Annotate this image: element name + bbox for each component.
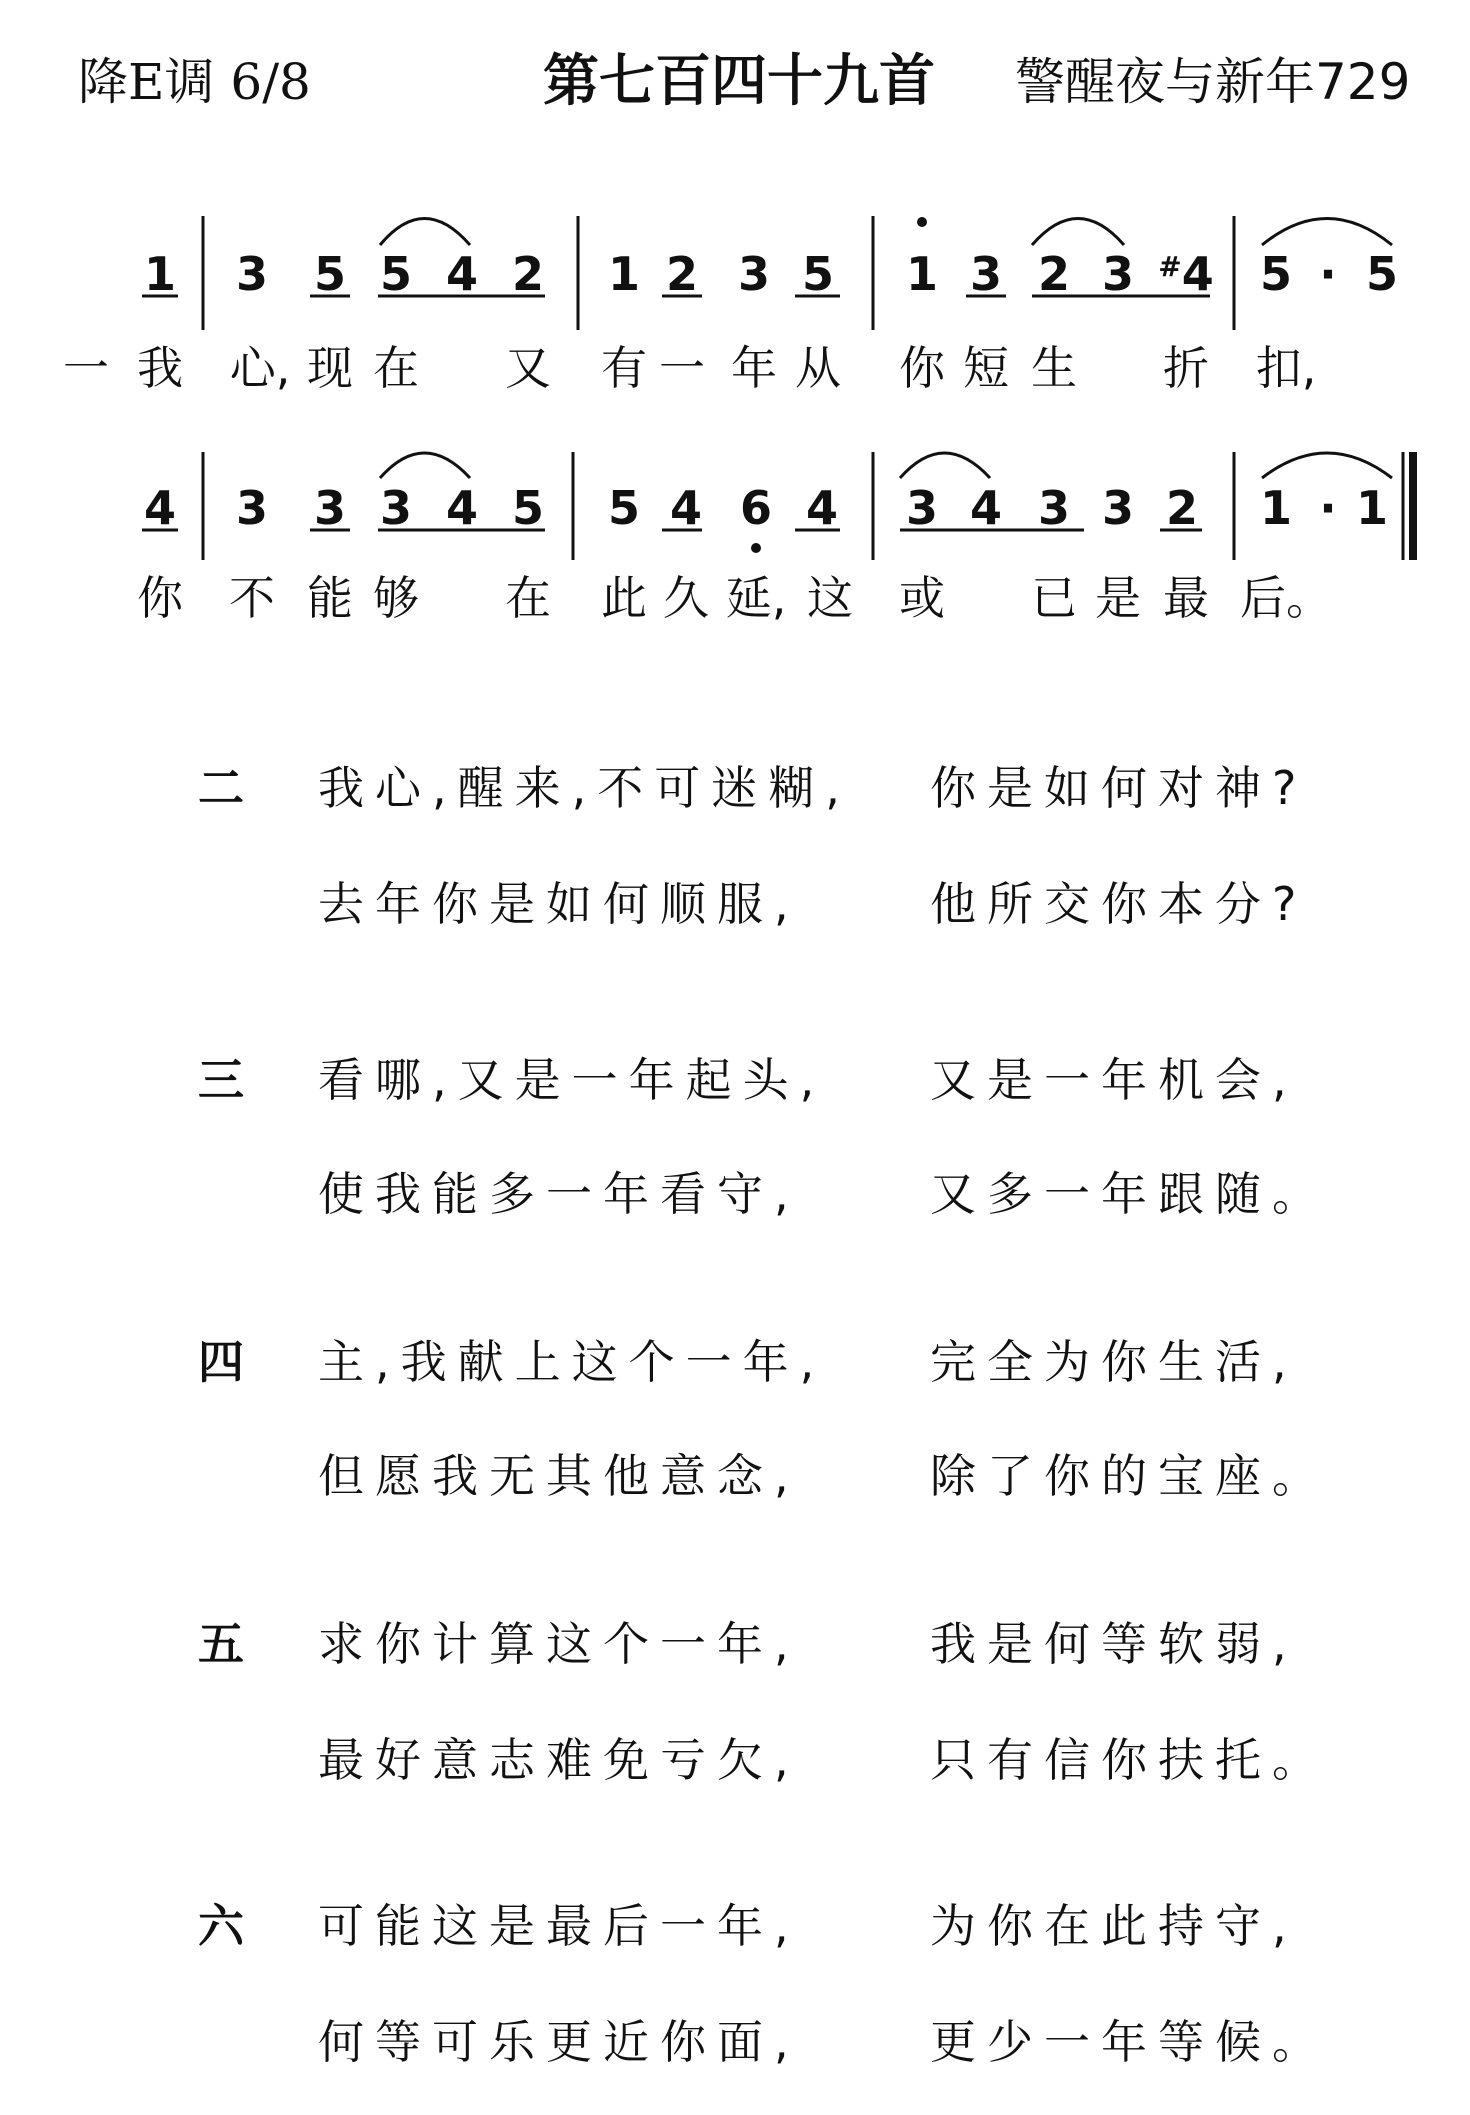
lyric: 够: [373, 571, 419, 625]
lyric: 不: [229, 571, 275, 625]
stanza-line: 完全为你生活,: [930, 1335, 1298, 1389]
note: 4: [969, 481, 1003, 535]
note: 3: [1101, 247, 1135, 301]
lyric: 折: [1163, 341, 1209, 395]
stanza-line: 我是何等软弱,: [930, 1617, 1298, 1671]
note: 3: [969, 247, 1003, 301]
note: 3: [235, 481, 269, 535]
stanza-line: 求你计算这个一年,: [318, 1617, 800, 1671]
note: 4: [143, 481, 177, 535]
stanza-line: 又多一年跟随。: [930, 1167, 1329, 1221]
stanza-line: 为你在此持守,: [930, 1899, 1298, 1953]
note: 3: [905, 481, 939, 535]
lyric: 后。: [1240, 571, 1332, 625]
stanza-line: 何等可乐更近你面,: [318, 2015, 800, 2069]
stanza-line: 他所交你本分?: [930, 877, 1308, 931]
note: 5: [1259, 247, 1293, 301]
lyric: 我: [137, 341, 183, 395]
lyric: 在: [505, 571, 551, 625]
stanza-number: 四: [198, 1335, 244, 1389]
note: 1: [905, 247, 939, 301]
note: 2: [1037, 247, 1071, 301]
music-score: [0, 0, 1470, 640]
lyric: 能: [307, 571, 353, 625]
note: 4: [445, 247, 479, 301]
lyric: 最: [1163, 571, 1209, 625]
lyric: 在: [373, 341, 419, 395]
stanza-line: 看哪,又是一年起头,: [318, 1053, 826, 1107]
note: 2: [511, 247, 545, 301]
note: 2: [665, 247, 699, 301]
hymn-title: 第七百四十九首: [543, 49, 935, 114]
lyric: 从: [795, 341, 841, 395]
note: 1: [143, 247, 177, 301]
stanza-number: 五: [198, 1617, 244, 1671]
lyric: 延,: [725, 571, 787, 625]
note: 4: [445, 481, 479, 535]
note-sharp: #4: [1158, 247, 1214, 301]
lyric: 扣,: [1255, 341, 1317, 395]
note: 2: [1165, 481, 1199, 535]
lyric: 久: [663, 571, 709, 625]
dot-note: ·: [1319, 481, 1337, 535]
stanza-line: 主,我献上这个一年,: [318, 1335, 826, 1389]
lyric: 有: [601, 341, 647, 395]
stanza-line: 你是如何对神?: [930, 761, 1308, 815]
lyric: 心,: [229, 341, 291, 395]
note: 3: [379, 481, 413, 535]
note: 1: [1355, 481, 1389, 535]
key-signature: 降E调 6/8: [78, 53, 311, 111]
stanza-line: 只有信你扶托。: [930, 1733, 1329, 1787]
stanza-line: 又是一年机会,: [930, 1053, 1298, 1107]
note: 4: [805, 481, 839, 535]
note: 5: [1365, 247, 1399, 301]
lyric: 一: [659, 341, 705, 395]
stanza-number: 二: [198, 761, 244, 815]
note: 5: [313, 247, 347, 301]
note: 5: [379, 247, 413, 301]
lyric: 现: [307, 341, 353, 395]
stanza-line: 除了你的宝座。: [930, 1449, 1329, 1503]
note: 3: [235, 247, 269, 301]
lyric: 是: [1095, 571, 1141, 625]
dot-note: ·: [1319, 247, 1337, 301]
note: 5: [511, 481, 545, 535]
note: 5: [607, 481, 641, 535]
lyric: 这: [807, 571, 853, 625]
lyric: 又: [505, 341, 551, 395]
stanza-line: 使我能多一年看守,: [318, 1167, 800, 1221]
stanza-line: 更少一年等候。: [930, 2015, 1329, 2069]
stanza-line: 我心,醒来,不可迷糊,: [318, 761, 851, 815]
note: 6: [739, 481, 773, 535]
lyric: 你: [899, 341, 945, 395]
note: 3: [1037, 481, 1071, 535]
lyric: 或: [899, 571, 945, 625]
note: 3: [313, 481, 347, 535]
note: 3: [737, 247, 771, 301]
stanza-line: 最好意志难免亏欠,: [318, 1733, 800, 1787]
note: 4: [669, 481, 703, 535]
hymn-subtitle: 警醒夜与新年729: [1015, 53, 1411, 111]
note: 1: [1259, 481, 1293, 535]
stanza-line: 但愿我无其他意念,: [318, 1449, 800, 1503]
verse-number: 一: [63, 341, 109, 395]
note: 3: [1101, 481, 1135, 535]
lyric: 年: [731, 341, 777, 395]
lyric: 短: [963, 341, 1009, 395]
stanza-number: 六: [198, 1899, 244, 1953]
note: 1: [607, 247, 641, 301]
lyric: 你: [137, 571, 183, 625]
stanza-line: 可能这是最后一年,: [318, 1899, 800, 1953]
note: 5: [801, 247, 835, 301]
stanza-line: 去年你是如何顺服,: [318, 877, 800, 931]
lyric: 已: [1031, 571, 1077, 625]
stanza-number: 三: [198, 1053, 244, 1107]
lyric: 生: [1031, 341, 1077, 395]
lyric: 此: [601, 571, 647, 625]
